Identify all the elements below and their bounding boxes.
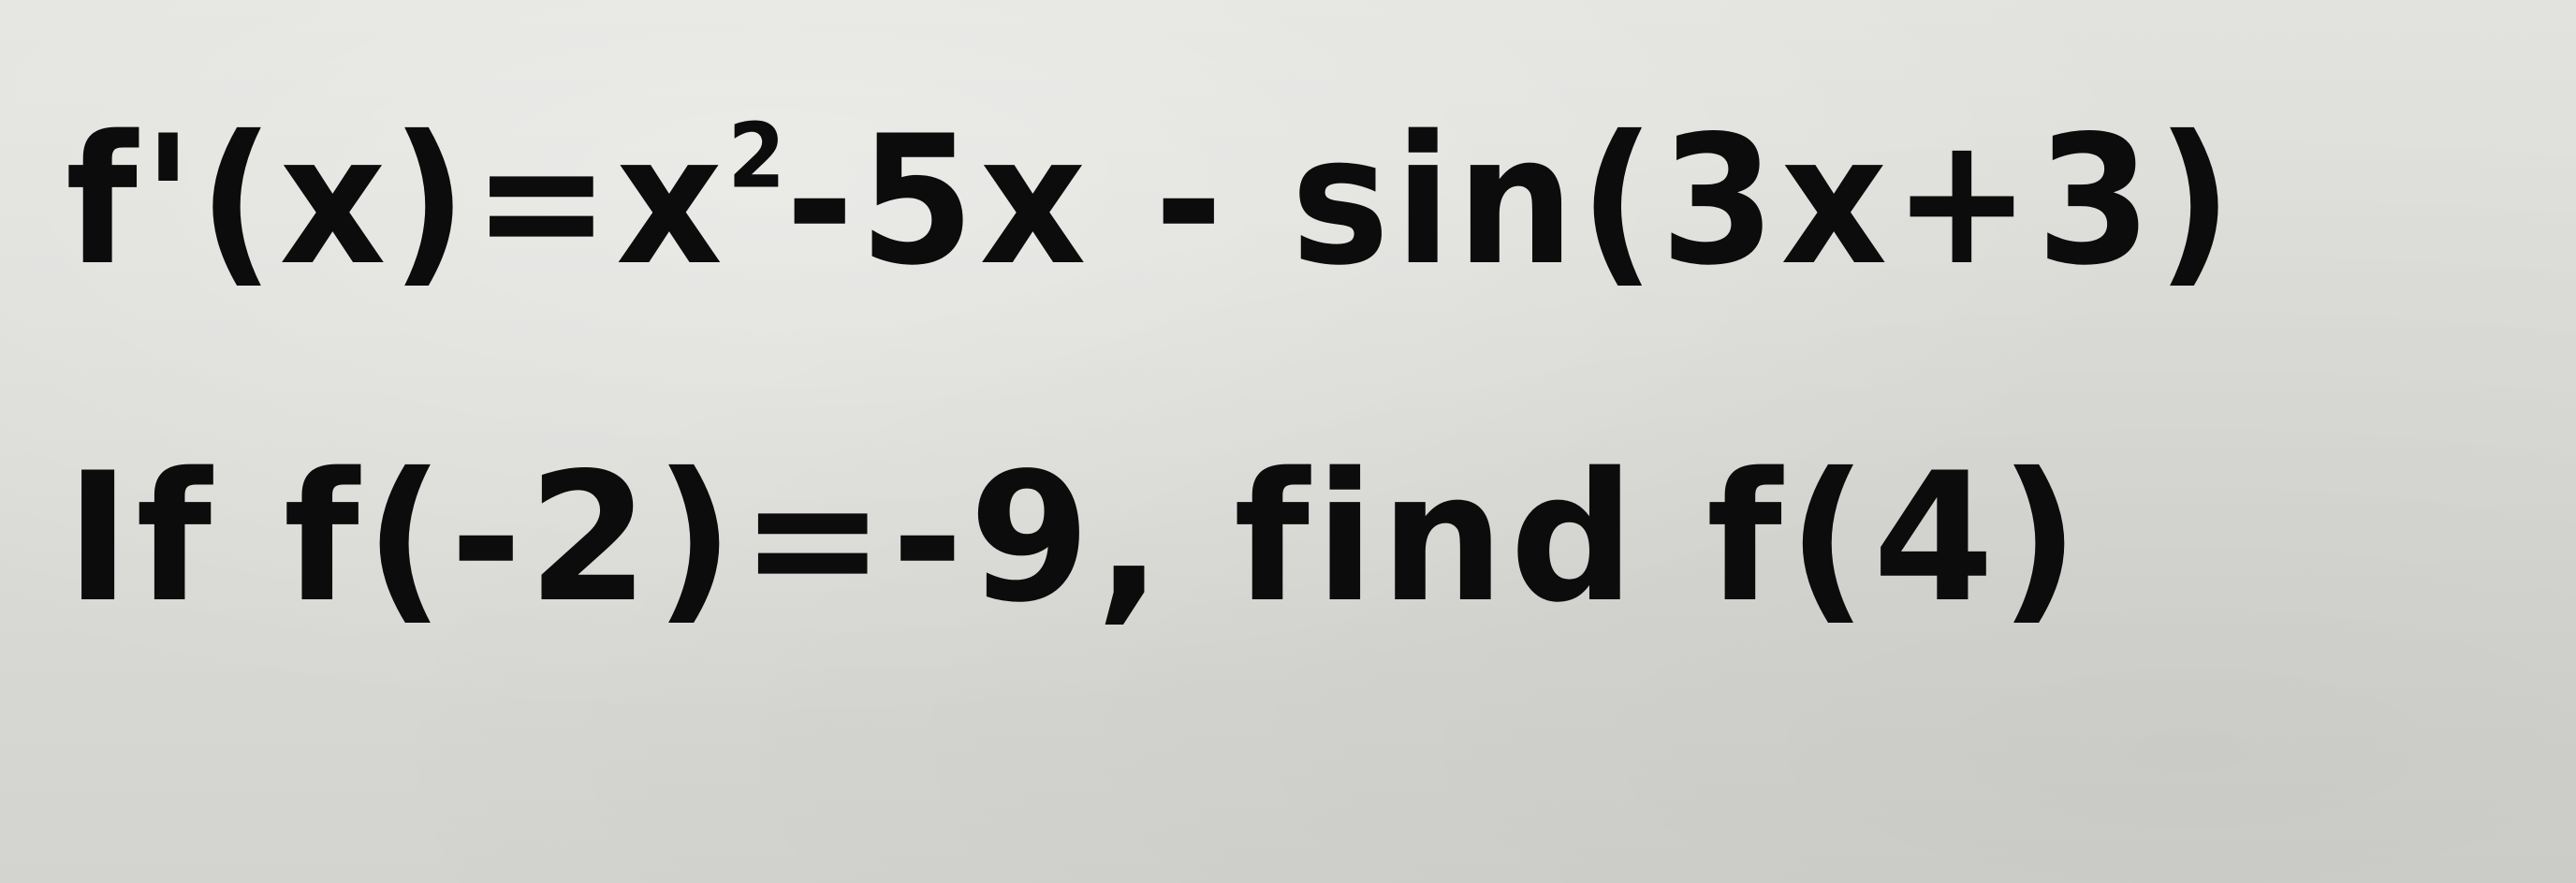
derivative-lhs: f'(x)=x bbox=[66, 97, 728, 304]
problem-condition: If f(-2)=-9, find f(4) bbox=[66, 434, 2086, 641]
exponent: 2 bbox=[727, 105, 786, 209]
derivative-rhs: -5x - sin(3x+3) bbox=[785, 97, 2238, 304]
derivative-equation bbox=[66, 97, 2238, 304]
